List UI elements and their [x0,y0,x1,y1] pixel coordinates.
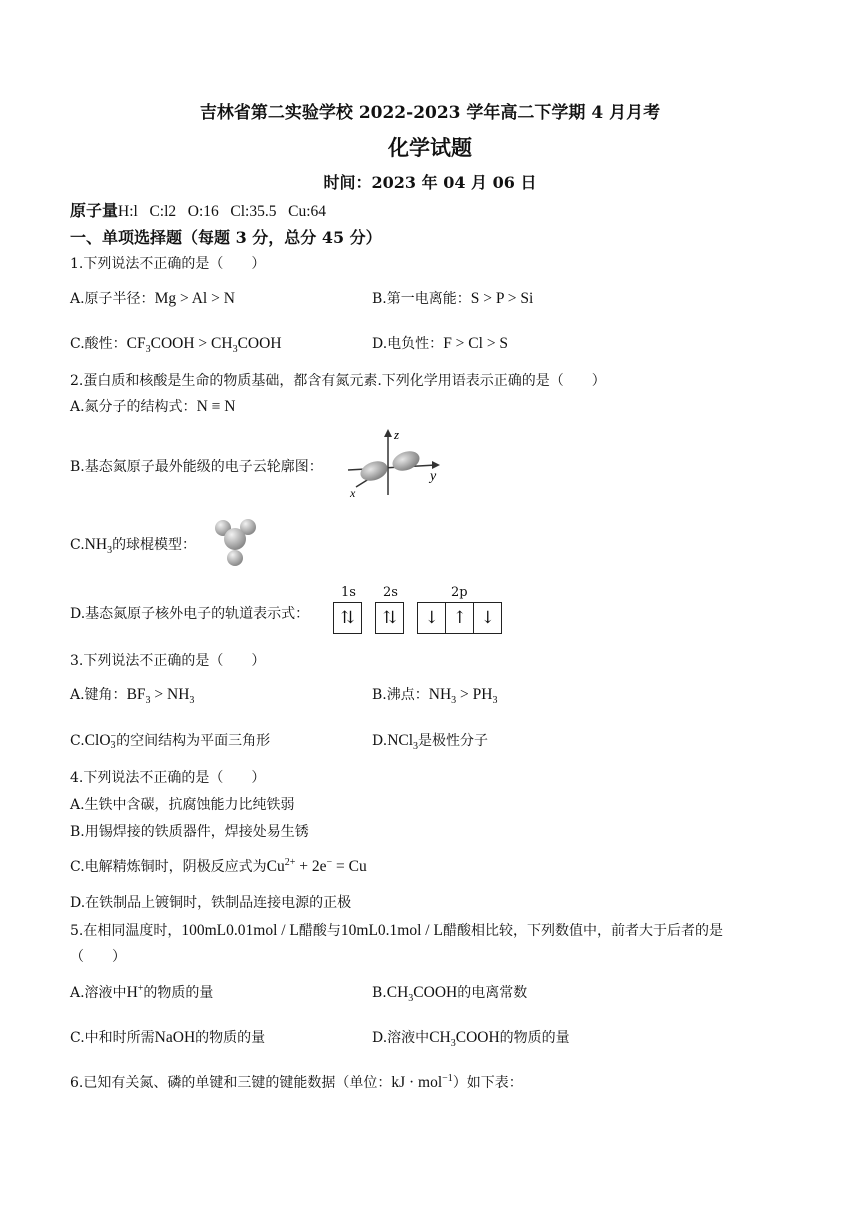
q1-option-c [70,333,282,355]
q1-a-math: Mg > Al > N [154,290,235,307]
atomic-mass-line [70,198,326,221]
q5-option-c: C.中和时所需NaOH的物质的量 [70,1029,266,1046]
orbital-box-2s [375,602,404,634]
question-5-stem-line2: （ ） [70,949,126,965]
section-heading: 一、单项选择题（每题 3 分，总分 45 分） [70,228,382,247]
axis-x-label: x [350,486,356,500]
orbital-label-1s: 1s [341,585,356,600]
q4-option-b: B.用锡焊接的铁质器件，焊接处易生锈 [70,824,309,840]
orbital-label-2s: 2s [383,585,398,600]
q5-conc-1: 100mL0.01mol / L [181,922,299,939]
orbital-cell: ⇅ [382,608,397,628]
q2-b-label: B.基态氮原子最外能级的电子云轮廓图： [70,459,323,475]
q2-c-post: 的球棍模型： [112,537,197,553]
q5-c-math: NaOH [154,1029,196,1046]
atomic-mass-values: H:l C:l2 O:16 Cl:35.5 Cu:64 [118,203,326,220]
q3-option-d [372,730,488,752]
q3-option-a [70,684,194,706]
q1-a-label: A.原子半径： [70,291,155,307]
nh3-ball-stick-model [210,514,260,570]
exam-title: 吉林省第二实验学校 2022-2023 学年高二下学期 4 月月考 [199,103,661,123]
q5-d-math: $CH_3COOH$ [429,1029,500,1050]
q5-a-math: H+ [126,982,144,1001]
q3-c-math: ClO − 3 [84,731,117,752]
q2-c-math: $NH_3$ [84,536,113,557]
question-4-stem: 4.下列说法不正确的是（ ） [70,770,266,786]
q3-a-math: $BF_3 > NH_3$ [126,686,195,707]
q2-option-d [70,603,309,623]
q4-option-a: A.生铁中含碳，抗腐蚀能力比纯铁弱 [70,797,295,813]
q2-option-b [70,456,323,476]
q2-a-label: A.氮分子的结构式： [70,399,197,415]
question-1-stem: 1.下列说法不正确的是（ ） [70,256,266,272]
q3-a-label: A.键角： [70,687,127,703]
orbital-cell: ⇅ [340,608,355,628]
question-6-stem: 6.已知有关氮、磷的单键和三键的键能数据（单位：kJ · mol$^{-1}$）如下表： [70,1072,523,1091]
orbital-cell: ↓ [418,603,446,633]
q1-option-b [372,288,533,308]
orbital-cell: ↑ [446,603,474,633]
exam-time: 时间：2023 年 04 月 06 日 [323,173,537,192]
q5-option-b: $B.CH_3COOH$的电离常数 [372,984,528,1005]
question-5-stem: 5.在相同温度时，100mL0.01mol / L醋酸与10mL0.1mol / L醋酸相比较，下列数值中，前者大于后者的是 [70,922,723,939]
q6-unit: kJ · mol$^{-1}$ [391,1072,453,1091]
q1-option-a [70,288,235,308]
axis-z-label: z [394,427,400,442]
q1-c-math: $CF_3COOH$ > $CH_3COOH$ [126,335,282,356]
q1-b-math: S > P > Si [470,290,534,307]
q5-option-a: A.溶液中H+的物质的量 [70,982,214,1001]
q1-c-label: C.酸性： [70,336,127,352]
question-2-stem: 2.蛋白质和核酸是生命的物质基础，都含有氮元素.下列化学用语表示正确的是（ ） [70,373,606,389]
q5-option-d: D.溶液中$CH_3COOH$的物质的量 [372,1029,570,1050]
subject-title: 化学试题 [388,135,472,160]
q3-d-math: NCl$_3$ [387,732,419,753]
q2-option-a [70,396,235,416]
q5-conc-2: 10mL0.1mol / L [340,922,443,939]
q3-d-post: 是极性分子 [418,733,489,749]
q1-d-math: F > Cl > S [443,335,509,352]
q3-c-pre: C. [70,733,85,749]
q3-option-c [70,730,270,750]
q1-b-label: B.第一电离能： [372,291,471,307]
p-orbital-diagram [328,425,448,500]
orbital-label-2p: 2p [451,585,468,600]
q2-c-pre: C. [70,537,85,553]
orbital-diagram [333,585,513,635]
question-3-stem: 3.下列说法不正确的是（ ） [70,653,266,669]
q4-option-d: D.在铁制品上镀铜时，铁制品连接电源的正极 [70,895,352,911]
q3-option-b [372,684,497,706]
q4-c-label: C.电解精炼铜时，阴极反应式为 [70,859,267,875]
q1-d-label: D.电负性： [372,336,444,352]
q1-option-d [372,333,508,353]
q4-option-c [70,856,367,876]
q2-option-c [70,534,196,556]
q5-b-math: $CH_3COOH$ [386,984,458,1005]
orbital-box-2p [417,602,502,634]
axis-y-label: y [430,469,437,484]
q3-b-label: B.沸点： [372,687,429,703]
q3-c-post: 的空间结构为平面三角形 [116,733,271,749]
q4-c-math: $Cu^{2+} + 2e^- = Cu$ [266,856,367,875]
orbital-cell: ↓ [480,608,495,628]
orbital-box-1s [333,602,362,634]
q2-d-label: D.基态氮原子核外电子的轨道表示式： [70,606,310,622]
q2-a-math: N ≡ N [196,398,236,415]
atomic-mass-label: 原子量 [70,201,119,220]
q3-b-math: $NH_3 > PH_3$ [428,686,498,707]
q3-d-pre: D. [372,733,388,749]
